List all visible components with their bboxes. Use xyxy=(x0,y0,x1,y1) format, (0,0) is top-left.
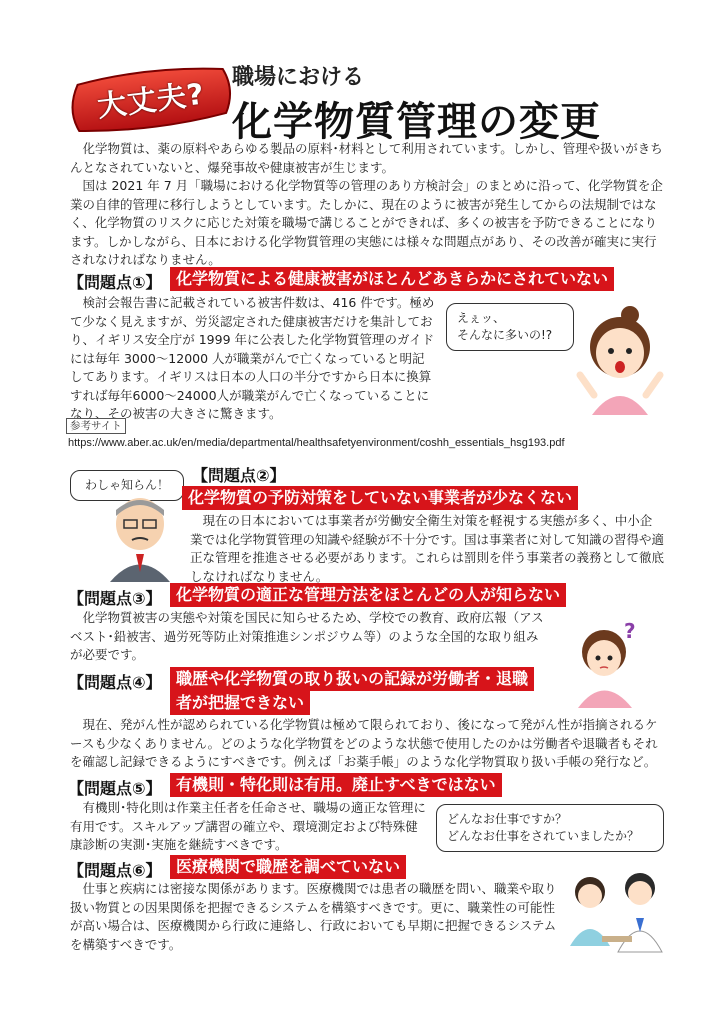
bubble-3-line-2: どんなお仕事をされていましたか？ xyxy=(447,829,640,843)
issue-4-body: 現在、発がん性が認められている化学物質は極めて限られており、後になって発がん性が指摘されるケースも少なくありません。どのような化学物質をどのような状態で使用したのかは労働者や退職者もそれを確認し記録できるようにすべきです。例えば「お薬手帳」のような化学物質取り扱い手帳の発行など。 xyxy=(70,717,658,769)
surprised-woman-illustration xyxy=(570,305,670,415)
page-title: 化学物質管理の変更 xyxy=(232,99,601,145)
badge-text: 大丈夫? xyxy=(95,76,207,124)
old-man-illustration xyxy=(100,492,180,582)
bubble-1-line-2: そんなに多いの!? xyxy=(457,328,553,342)
issue-2-label: 【問題点②】 xyxy=(192,466,286,485)
issue-4-heading-line-2: 者が把握できない xyxy=(170,691,310,715)
page-subtitle: 職場における xyxy=(232,65,365,90)
intro-paragraph-2: 国は 2021 年 7 月「職場における化学物質等の管理のあり方検討会」のまとめに沿って、化学物質を企業の自律的管理に移行しようとしています。たしかに、現在のように被害が発生してからの法規制ではなく、化学物質のリスクに応じた対策を職場で講じることができれば、多くの被害を予防できることになります。しかしながら、日本における化学物質管理の実態には様々な問題点があり、その改善が確実に実行されなければなりません。 xyxy=(70,178,663,267)
issue-4-heading-line-1: 職歴や化学物質の取り扱いの記録が労働者・退職 xyxy=(170,667,534,691)
thinking-woman-illustration xyxy=(570,618,650,708)
speech-bubble-3 xyxy=(436,804,664,852)
issue-6-body: 仕事と疾病には密接な関係があります。医療機関では患者の職歴を問い、職業や取り扱い物質との因果関係を把握できるシステムを構築すべきです。更に、職業性の可能性が高い場合は、医療機関から行政に連絡し、行政においても早期に把握できるシステムを構築すべきです。 xyxy=(70,881,557,952)
reference-label: 参考サイト xyxy=(66,418,126,434)
bubble-2-line-1: わしゃ知らん！ xyxy=(84,478,169,492)
issue-1-body: 検討会報告書に記載されている被害件数は、416 件です。極めて少なく見えますが、労災認定された健康被害だけを集計しており、イギリス安全庁が 1999 年に公表した化学物質管理のガイドには毎年 3000～12000 人が職業がんで亡くなっていると明記してあります。イギリスは日本の人口の半分ですから日本に換算すれば毎年6000～24000人が職業がんで亡くなっていることになり、その被害の大きさに驚きます。 xyxy=(70,295,435,421)
issue-5-heading: 有機則・特化則は有用。廃止すべきではない xyxy=(170,773,502,797)
intro-paragraph-1: 化学物質は、薬の原料やあらゆる製品の原料･材料として利用されています。しかし、管理や扱いがきちんとなされていないと、爆発事故や健康被害が生じます。 xyxy=(70,141,663,175)
svg-text:?: ? xyxy=(624,619,636,643)
issue-1-heading: 化学物質による健康被害がほとんどあきらかにされていない xyxy=(170,267,614,291)
speech-bubble-1 xyxy=(446,303,574,351)
doctor-patient-illustration xyxy=(562,866,672,956)
bubble-1-line-1: えぇッ、 xyxy=(457,311,506,325)
issue-5-body: 有機則･特化則は作業主任者を任命させ、職場の適正な管理に有用です。スキルアップ講習の確立や、環境測定および特殊健康診断の実測･実施を継続すべきです。 xyxy=(70,800,426,852)
issue-3-body: 化学物質被害の実態や対策を国民に知らせるため、学校での教育、政府広報（アスベスト･鉛被害、過労死等防止対策推進シンポジウム等）のような全国的な取り組みが必要です。 xyxy=(70,610,544,662)
issue-3-heading: 化学物質の適正な管理方法をほとんどの人が知らない xyxy=(170,583,566,607)
issue-5-label: 【問題点⑤】 xyxy=(68,779,162,798)
issue-3-label: 【問題点③】 xyxy=(68,589,162,608)
issue-2-heading: 化学物質の予防対策をしていない事業者が少なくない xyxy=(182,486,578,510)
issue-4-label: 【問題点④】 xyxy=(68,673,162,692)
bubble-3-line-1: どんなお仕事ですか？ xyxy=(447,812,568,826)
title-badge xyxy=(63,60,239,140)
issue-2-body: 現在の日本においては事業者が労働安全衛生対策を軽視する実態が多く、中小企業では化学物質管理の知識や経験が不十分です。国は事業者に対して知識の習得や適正な管理を推進させる必要があります。これらは罰則を伴う事業者の義務として徹底しなければなりません。 xyxy=(190,513,665,584)
issue-1-label: 【問題点①】 xyxy=(68,273,162,292)
issue-6-label: 【問題点⑥】 xyxy=(68,861,162,880)
issue-6-heading: 医療機関で職歴を調べていない xyxy=(170,855,406,879)
reference-url[interactable]: https://www.aber.ac.uk/en/media/departmental/healthsafetyenvironment/coshh_essentials_hsg193.pdf xyxy=(68,437,565,449)
